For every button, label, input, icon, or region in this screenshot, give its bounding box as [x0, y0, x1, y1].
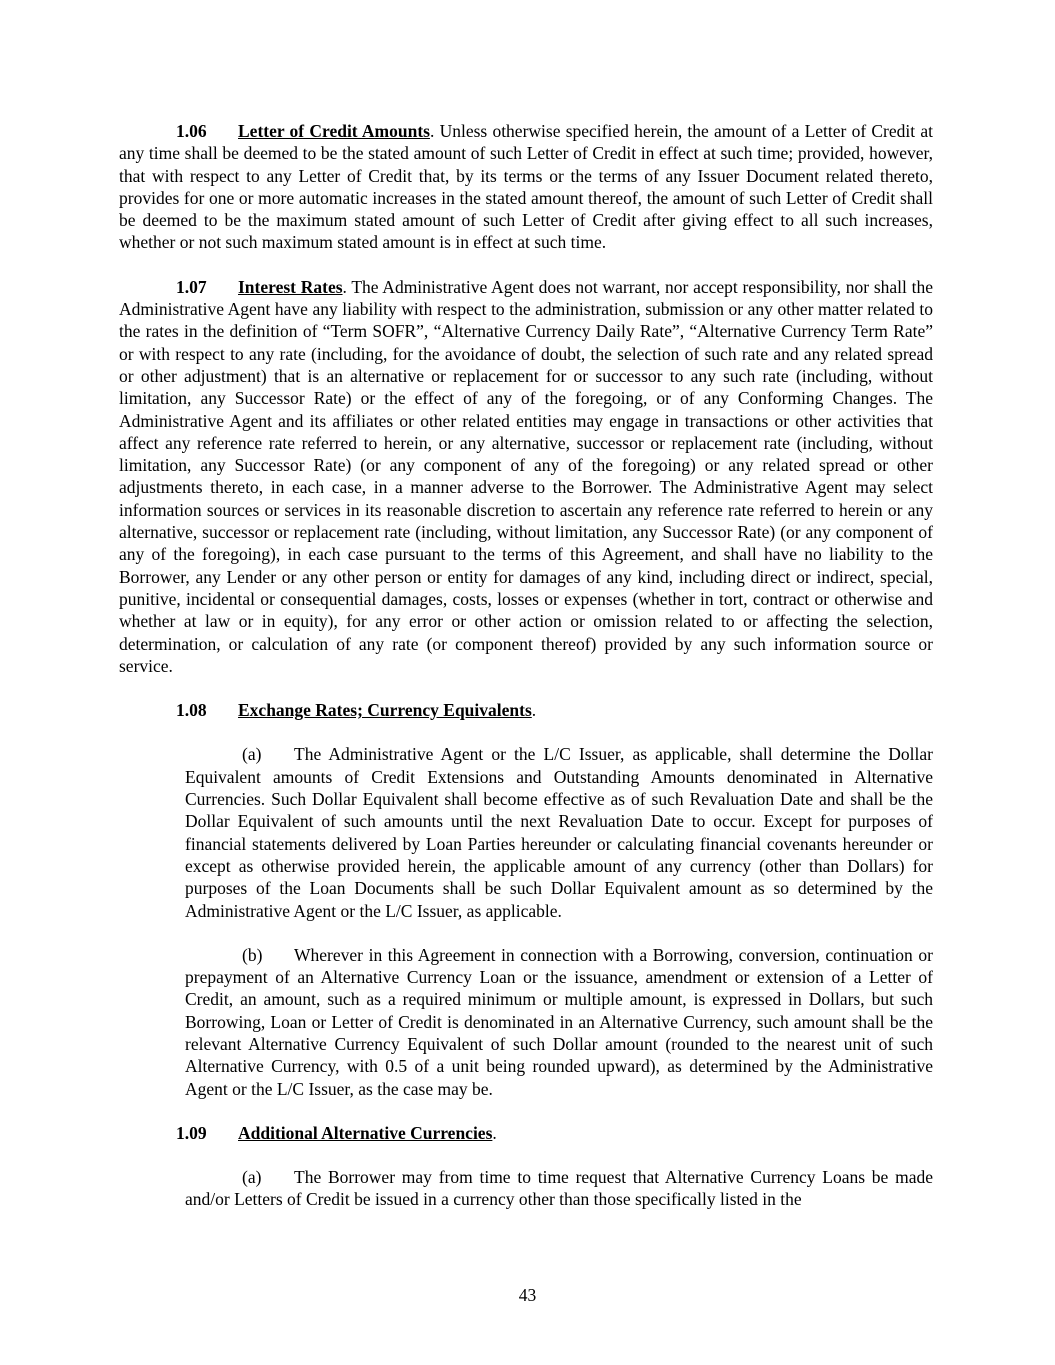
section-heading-1-08: [119, 699, 933, 721]
document-content: [119, 120, 933, 1233]
subsection-label: (a): [242, 1167, 262, 1188]
section-title: Interest Rates: [238, 276, 343, 297]
section-heading-period: .: [531, 700, 537, 721]
section-paragraph-1-06: [119, 120, 933, 254]
subsection-1-09-a: [185, 1166, 933, 1211]
section-number: 1.08: [176, 700, 207, 721]
section-title: Exchange Rates; Currency Equivalents: [238, 700, 532, 721]
page-number: 43: [518, 1285, 537, 1305]
section-paragraph-1-07: [119, 276, 933, 677]
subsection-label: (b): [242, 944, 263, 965]
section-number: 1.06: [176, 121, 207, 141]
section-title: Additional Alternative Currencies: [238, 1122, 493, 1143]
section-title: Letter of Credit Amounts: [238, 121, 430, 141]
subsection-label: (a): [242, 744, 262, 765]
subsection-text: Wherever in this Agreement in connection with a Borrowing, conversion, continuation or prepayment of an Alternative Currency Loan or the issuance, amendment or extension of a Letter of Credit, an amount, such as a required minimum or multiple amount, is expressed in Dollars, but such Borrowing, Loan or Letter of Credit is denominated in an Alternative Currency, such amount shall be the relevant Alternative Currency Equivalent of such Dollar amount (rounded to the nearest unit of such Alternative Currency, with 0.5 of a unit being rounded upward), as determined by the Administrative Agent or the L/C Issuer, as the case may be.: [185, 944, 933, 1099]
subsection-1-08-b: [185, 944, 933, 1100]
subsection-1-08-a: [185, 743, 933, 921]
subsection-text: The Borrower may from time to time request that Alternative Currency Loans be made and/or Letters of Credit be issued in a currency other than those specifically listed in the: [185, 1167, 933, 1210]
section-number: 1.09: [176, 1122, 207, 1143]
section-body: . Unless otherwise specified herein, the amount of a Letter of Credit at any time shall be deemed to be the stated amount of such Letter of Credit in effect at such time; provided, however, that with respect to any Letter of Credit that, by its terms or the terms of any Issuer Document related thereto, provides for one or more automatic increases in the stated amount thereof, the amount of such Letter of Credit shall be deemed to be the maximum stated amount of such Letter of Credit after giving effect to all such increases, whether or not such maximum stated amount is in effect at such time.: [119, 121, 933, 253]
section-heading-1-09: [119, 1122, 933, 1144]
section-number: 1.07: [176, 276, 207, 297]
subsection-text: The Administrative Agent or the L/C Issuer, as applicable, shall determine the Dollar Equivalent amounts of Credit Extensions and Outstanding Amounts denominated in Alternative Currencies. Such Dollar Equivalent shall become effective as of such Revaluation Date and shall be the Dollar Equivalent of such amounts until the next Revaluation Date to occur. Except for purposes of financial statements delivered by Loan Parties hereunder or calculating financial covenants hereunder or except as otherwise provided herein, the applicable amount of any currency (other than Dollars) for purposes of the Loan Documents shall be such Dollar Equivalent amount as so determined by the Administrative Agent or the L/C Issuer, as applicable.: [185, 744, 933, 921]
section-body: . The Administrative Agent does not warrant, nor accept responsibility, nor shall the Administrative Agent have any liability with respect to the administration, submission or any other matter related to the rates in the definition of “Term SOFR”, “Alternative Currency Daily Rate”, “Alternative Currency Term Rate” or with respect to any rate (including, for the avoidance of doubt, the selection of such rate and any related spread or other adjustment) that is an alternative or replacement for or successor to any such rate (including, without limitation, any Successor Rate) or the effect of any of the foregoing, or of any Conforming Changes. The Administrative Agent and its affiliates or other related entities may engage in transactions or other activities that affect any reference rate referred to herein, or any alternative, successor or replacement rate (including, without limitation, any Successor Rate) (or any component of any of the foregoing) or any related spread or other adjustments thereto, in each case, in a manner adverse to the Borrower. The Administrative Agent may select information sources or services in its reasonable discretion to ascertain any reference rate referred to herein or any alternative, successor or replacement rate (including, without limitation, any Successor Rate) (or any component of any of the foregoing), in each case pursuant to the terms of this Agreement, and shall have no liability to the Borrower, any Lender or any other person or entity for damages of any kind, including direct or indirect, special, punitive, incidental or consequential damages, costs, losses or expenses (whether in tort, contract or otherwise and whether at law or in equity), for any error or other action or omission related to or affecting the selection, determination, or calculation of any rate (or component thereof) provided by any such information source or service.: [119, 276, 933, 676]
section-heading-period: .: [492, 1122, 497, 1143]
